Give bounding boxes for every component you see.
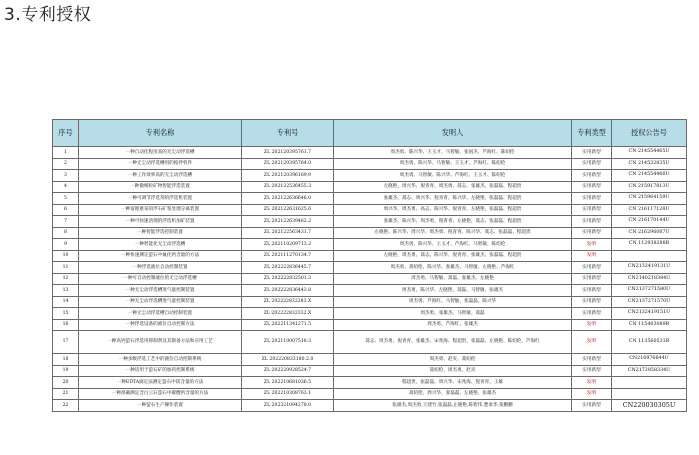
cell-patent-name: 一种萤石生产操作装置 bbox=[79, 400, 242, 412]
cell-inventors: 蒿绍伦、周杰勇、赵炎 bbox=[334, 365, 572, 377]
table-row bbox=[53, 285, 687, 297]
cell-patent-name: 一种无尘动浮选槽进气量控制装置 bbox=[79, 296, 242, 308]
cell-patent-number: ZL 202222832501.3 bbox=[242, 273, 334, 285]
cell-inventors: 蒿志、周杰勇、倪青青、张雄杰、宋兆海、程超贵、张磊磊、左晓艳、陈绍伦、芦海红 bbox=[334, 331, 572, 354]
cell-serial: 6 bbox=[53, 204, 79, 216]
cell-patent-number: ZL 202120396169.9 bbox=[242, 170, 334, 182]
cell-patent-number: ZL 202120395761.7 bbox=[242, 147, 334, 159]
cell-patent-name: 一种准确测定含白云石萤石中碳酸钙含量的方法 bbox=[79, 388, 242, 400]
cell-patent-name: 一种浮选设备的液位自动控制方法 bbox=[79, 319, 242, 331]
cell-publication-number: CN 215917813U bbox=[612, 181, 687, 193]
table-row bbox=[53, 308, 687, 320]
cell-inventors: 张雄杰,周杰勇,王建竹,张磊磊,左晓艳,陈智伟,楚承华,张鹏鹏 bbox=[334, 400, 572, 412]
table-row bbox=[53, 239, 687, 251]
cell-publication-number bbox=[612, 377, 687, 389]
cell-inventors: 程超贵、张磊磊、周兴华、宋兆海、倪青青、王雄 bbox=[334, 377, 572, 389]
cell-patent-type: 实用新型 bbox=[572, 308, 612, 320]
cell-publication-number bbox=[612, 250, 687, 262]
cell-serial: 19 bbox=[53, 365, 79, 377]
cell-patent-number: ZL 202120395764.0 bbox=[242, 158, 334, 170]
section-heading: 3.专利授权 bbox=[4, 5, 92, 25]
cell-publication-number: CN2137271580U bbox=[612, 285, 687, 297]
cell-inventors: 周杰勇、马智敏、蒿磊、张雄杰、左晓艳 bbox=[334, 273, 572, 285]
cell-serial: 4 bbox=[53, 181, 79, 193]
cell-patent-number: ZL 202122536455.3 bbox=[242, 181, 334, 193]
cell-serial: 8 bbox=[53, 227, 79, 239]
cell-inventors: 周杰勇、芦海红、张雄杰 bbox=[334, 319, 572, 331]
cell-serial: 17 bbox=[53, 331, 79, 354]
cell-patent-number: ZL 202222836443.8 bbox=[242, 285, 334, 297]
header-patent-name: 专利名称 bbox=[79, 120, 242, 147]
cell-publication-number: CN 214554465U bbox=[612, 147, 687, 159]
cell-patent-type: 实用新型 bbox=[572, 216, 612, 228]
cell-inventors: 周杰勇、陈兴华、王玉才、马智敏、张国杰、芦海红、陈绍伦 bbox=[334, 147, 572, 159]
cell-serial: 7 bbox=[53, 216, 79, 228]
cell-publication-number bbox=[612, 388, 687, 400]
cell-patent-type: 发明 bbox=[572, 388, 612, 400]
cell-publication-number: CN 216170144U bbox=[612, 216, 687, 228]
table-row bbox=[53, 365, 687, 377]
cell-patent-type: 实用新型 bbox=[572, 400, 612, 412]
cell-serial: 16 bbox=[53, 319, 79, 331]
cell-patent-name: 一种无尘动浮选槽用的搅拌机件 bbox=[79, 158, 242, 170]
cell-patent-type: 实用新型 bbox=[572, 354, 612, 366]
cell-patent-number: ZL 202122636646.0 bbox=[242, 193, 334, 205]
cell-patent-name: 一种智能浮选控制装置 bbox=[79, 227, 242, 239]
cell-patent-type: 实用新型 bbox=[572, 204, 612, 216]
cell-patent-number: ZL 202321094278.0 bbox=[242, 400, 334, 412]
table-row bbox=[53, 354, 687, 366]
cell-patent-number: ZL 202220833180.2.0 bbox=[242, 354, 334, 366]
cell-patent-number: ZL 202110209713.2 bbox=[242, 239, 334, 251]
cell-inventors: 蒿绍伦、周兴华、张磊磊、左晓艳、张雄杰 bbox=[334, 388, 572, 400]
cell-publication-number: CN2172858334U bbox=[612, 365, 687, 377]
cell-publication-number: CN216976644U bbox=[612, 354, 687, 366]
cell-serial: 21 bbox=[53, 388, 79, 400]
cell-patent-name: 一种快速测定萤石中氟化钙含量的方法 bbox=[79, 250, 242, 262]
cell-serial: 2 bbox=[53, 158, 79, 170]
cell-patent-number: ZL 202222836445.7 bbox=[242, 262, 334, 274]
table-row bbox=[53, 216, 687, 228]
cell-serial: 15 bbox=[53, 308, 79, 320]
cell-serial: 9 bbox=[53, 239, 79, 251]
cell-patent-number: ZL 202222832283.X bbox=[242, 296, 334, 308]
cell-publication-number: CN 216117128U bbox=[612, 204, 687, 216]
table-row bbox=[53, 170, 687, 182]
cell-inventors: 周杰勇、蒿绍伦、陈兴华、张雄杰、马智敏、左晓艳、芦海红 bbox=[334, 262, 572, 274]
cell-patent-name: 一种可自动控制液位的无尘动浮选槽 bbox=[79, 273, 242, 285]
cell-serial: 14 bbox=[53, 296, 79, 308]
cell-patent-number: ZL 202122631625.6 bbox=[242, 204, 334, 216]
cell-patent-type: 发明 bbox=[572, 319, 612, 331]
cell-publication-number: CN 215964159U bbox=[612, 193, 687, 205]
cell-patent-type: 实用新型 bbox=[572, 170, 612, 182]
cell-patent-number: ZL 202210681036.5 bbox=[242, 377, 334, 389]
cell-patent-name: 一种适用于萤石矿的加药控制系统 bbox=[79, 365, 242, 377]
cell-patent-type: 实用新型 bbox=[572, 262, 612, 274]
table-row bbox=[53, 400, 687, 412]
table-row bbox=[53, 193, 687, 205]
cell-serial: 18 bbox=[53, 354, 79, 366]
header-patent-type: 专利类型 bbox=[572, 120, 612, 147]
cell-patent-name: 一种工作效率高的无尘动浮选槽 bbox=[79, 170, 242, 182]
cell-patent-name: 一种可调节浮选剂的浮选机装置 bbox=[79, 193, 242, 205]
cell-patent-type: 实用新型 bbox=[572, 181, 612, 193]
cell-patent-type: 发明 bbox=[572, 377, 612, 389]
cell-publication-number: CN 214554466U bbox=[612, 170, 687, 182]
cell-patent-type: 发明 bbox=[572, 239, 612, 251]
cell-patent-name: 一种无尘动浮选槽自动控制装置 bbox=[79, 308, 242, 320]
cell-patent-type: 实用新型 bbox=[572, 273, 612, 285]
table-row bbox=[53, 204, 687, 216]
cell-inventors: 张雄杰、陈兴华、周杰勇、倪青青、左晓艳、蒿志、张磊磊、程超贵 bbox=[334, 216, 572, 228]
cell-patent-name: 一种EDTA滴定法测定萤石中镁含量的方法 bbox=[79, 377, 242, 389]
cell-inventors: 周杰勇、张雄杰、马智敏、蒿磊 bbox=[334, 308, 572, 320]
cell-inventors: 周杰勇、芦海红、马智敏、张磊磊、陈兴华 bbox=[334, 296, 572, 308]
cell-inventors: 周兴华、周杰勇、高志、陈兴华、倪青青、左晓艳、张磊磊、程超贵 bbox=[334, 204, 572, 216]
cell-serial: 11 bbox=[53, 262, 79, 274]
table-row bbox=[53, 250, 687, 262]
cell-patent-name: 一种自动化程度高的无尘动浮选槽 bbox=[79, 147, 242, 159]
cell-serial: 5 bbox=[53, 193, 79, 205]
cell-publication-number: CN 216296087U bbox=[612, 227, 687, 239]
cell-publication-number: CN2137271570U bbox=[612, 296, 687, 308]
patent-table bbox=[52, 119, 687, 412]
cell-serial: 20 bbox=[53, 377, 79, 389]
cell-inventors: 周杰勇、陈兴华、马智敏、王玉才、芦海红、陈绍伦 bbox=[334, 158, 572, 170]
cell-patent-number: ZL 202122563431.7 bbox=[242, 227, 334, 239]
cell-patent-name: 一种浮选液位自动控制装置 bbox=[79, 262, 242, 274]
cell-patent-number: ZL 202111270134.7 bbox=[242, 250, 334, 262]
header-serial: 序号 bbox=[53, 120, 79, 147]
table-row bbox=[53, 147, 687, 159]
cell-patent-number: ZL 202222832332.X bbox=[242, 308, 334, 320]
table-row bbox=[53, 158, 687, 170]
cell-patent-number: ZL 202122639462.2 bbox=[242, 216, 334, 228]
table-row bbox=[53, 296, 687, 308]
table-row bbox=[53, 319, 687, 331]
cell-patent-type: 实用新型 bbox=[572, 296, 612, 308]
header-patent-number: 专利号 bbox=[242, 120, 334, 147]
cell-patent-number: ZL 202110007518.3 bbox=[242, 331, 334, 354]
cell-inventors: 周杰勇、陈兴华、王玉才、芦海红、马智敏、陈绍伦 bbox=[334, 239, 572, 251]
cell-patent-name: 一种无尘动浮选槽进气量控制装置 bbox=[79, 285, 242, 297]
cell-serial: 13 bbox=[53, 285, 79, 297]
cell-patent-type: 实用新型 bbox=[572, 158, 612, 170]
cell-publication-number: CN 214532835U bbox=[612, 158, 687, 170]
cell-publication-number: CN 112938288B bbox=[612, 239, 687, 251]
table-row bbox=[53, 377, 687, 389]
cell-patent-number: ZL 202210308763.1 bbox=[242, 388, 334, 400]
cell-patent-type: 实用新型 bbox=[572, 285, 612, 297]
cell-inventors: 周杰勇、陈兴华、左晓艳、蒿磊、马智敏、张雄杰 bbox=[334, 285, 572, 297]
cell-patent-number: ZL 202220928524.7 bbox=[242, 365, 334, 377]
cell-inventors: 周杰勇、马智敏、陈兴华、芦海红、王玉才、陈绍伦 bbox=[334, 170, 572, 182]
cell-inventors: 左晓艳、周杰勇、蒿志、陈兴华、倪青青、张雄杰、张磊磊、程超贵 bbox=[334, 250, 572, 262]
cell-patent-type: 发明 bbox=[572, 250, 612, 262]
cell-patent-name: 一种富锂难采的浮石矿浆处理分离装置 bbox=[79, 204, 242, 216]
cell-serial: 1 bbox=[53, 147, 79, 159]
cell-publication-number: CN 115403089B bbox=[612, 319, 687, 331]
cell-publication-number: CN2132419131U bbox=[612, 262, 687, 274]
header-publication-number: 授权公告号 bbox=[612, 120, 687, 147]
cell-publication-number: CN2132419151U bbox=[612, 308, 687, 320]
cell-patent-name: 一种可快速清理的浮选机加矿装置 bbox=[79, 216, 242, 228]
cell-serial: 12 bbox=[53, 273, 79, 285]
cell-patent-name: 一种多级浮选工艺中的液位自动控制系统 bbox=[79, 354, 242, 366]
table-row bbox=[53, 262, 687, 274]
cell-patent-type: 实用新型 bbox=[572, 227, 612, 239]
cell-inventors: 左晓艳、陈兴华、周兴华、周杰勇、倪青青、陈兴华、蒿志、张磊磊、程超贵 bbox=[334, 227, 572, 239]
cell-serial: 22 bbox=[53, 400, 79, 412]
cell-patent-type: 实用新型 bbox=[572, 365, 612, 377]
cell-publication-number: CN220030305U bbox=[612, 400, 687, 412]
cell-serial: 3 bbox=[53, 170, 79, 182]
table-row bbox=[53, 388, 687, 400]
patent-rows bbox=[53, 147, 687, 412]
cell-patent-number: ZL 202211341271.5 bbox=[242, 319, 334, 331]
cell-inventors: 周杰勇、赵炎、蒿绍伦 bbox=[334, 354, 572, 366]
table-row bbox=[53, 227, 687, 239]
cell-patent-name: 一种高钙萤石浮选用抑制剂及其制备方法和应用工艺 bbox=[79, 331, 242, 354]
cell-inventors: 左晓艳、周兴华、倪青青、周杰勇、蒿志、张雄杰、张磊磊、程超贵 bbox=[334, 181, 572, 193]
cell-publication-number: CN 113560531B bbox=[612, 331, 687, 354]
cell-patent-type: 发明 bbox=[572, 331, 612, 354]
cell-patent-type: 实用新型 bbox=[572, 147, 612, 159]
cell-patent-name: 一种智能化无尘动浮选槽 bbox=[79, 239, 242, 251]
table-row bbox=[53, 273, 687, 285]
cell-patent-type: 实用新型 bbox=[572, 193, 612, 205]
table-row bbox=[53, 181, 687, 193]
cell-patent-name: 一种微细粒矿物智能浮选装置 bbox=[79, 181, 242, 193]
header-inventors: 发明人 bbox=[334, 120, 572, 147]
cell-serial: 10 bbox=[53, 250, 79, 262]
cell-inventors: 张雄杰、蒿志、周兴华、倪青青、陈兴华、左晓艳、张磊磊、程超贵 bbox=[334, 193, 572, 205]
table-header-row bbox=[53, 120, 687, 147]
table-row bbox=[53, 331, 687, 354]
cell-publication-number: CN2140218384U bbox=[612, 273, 687, 285]
